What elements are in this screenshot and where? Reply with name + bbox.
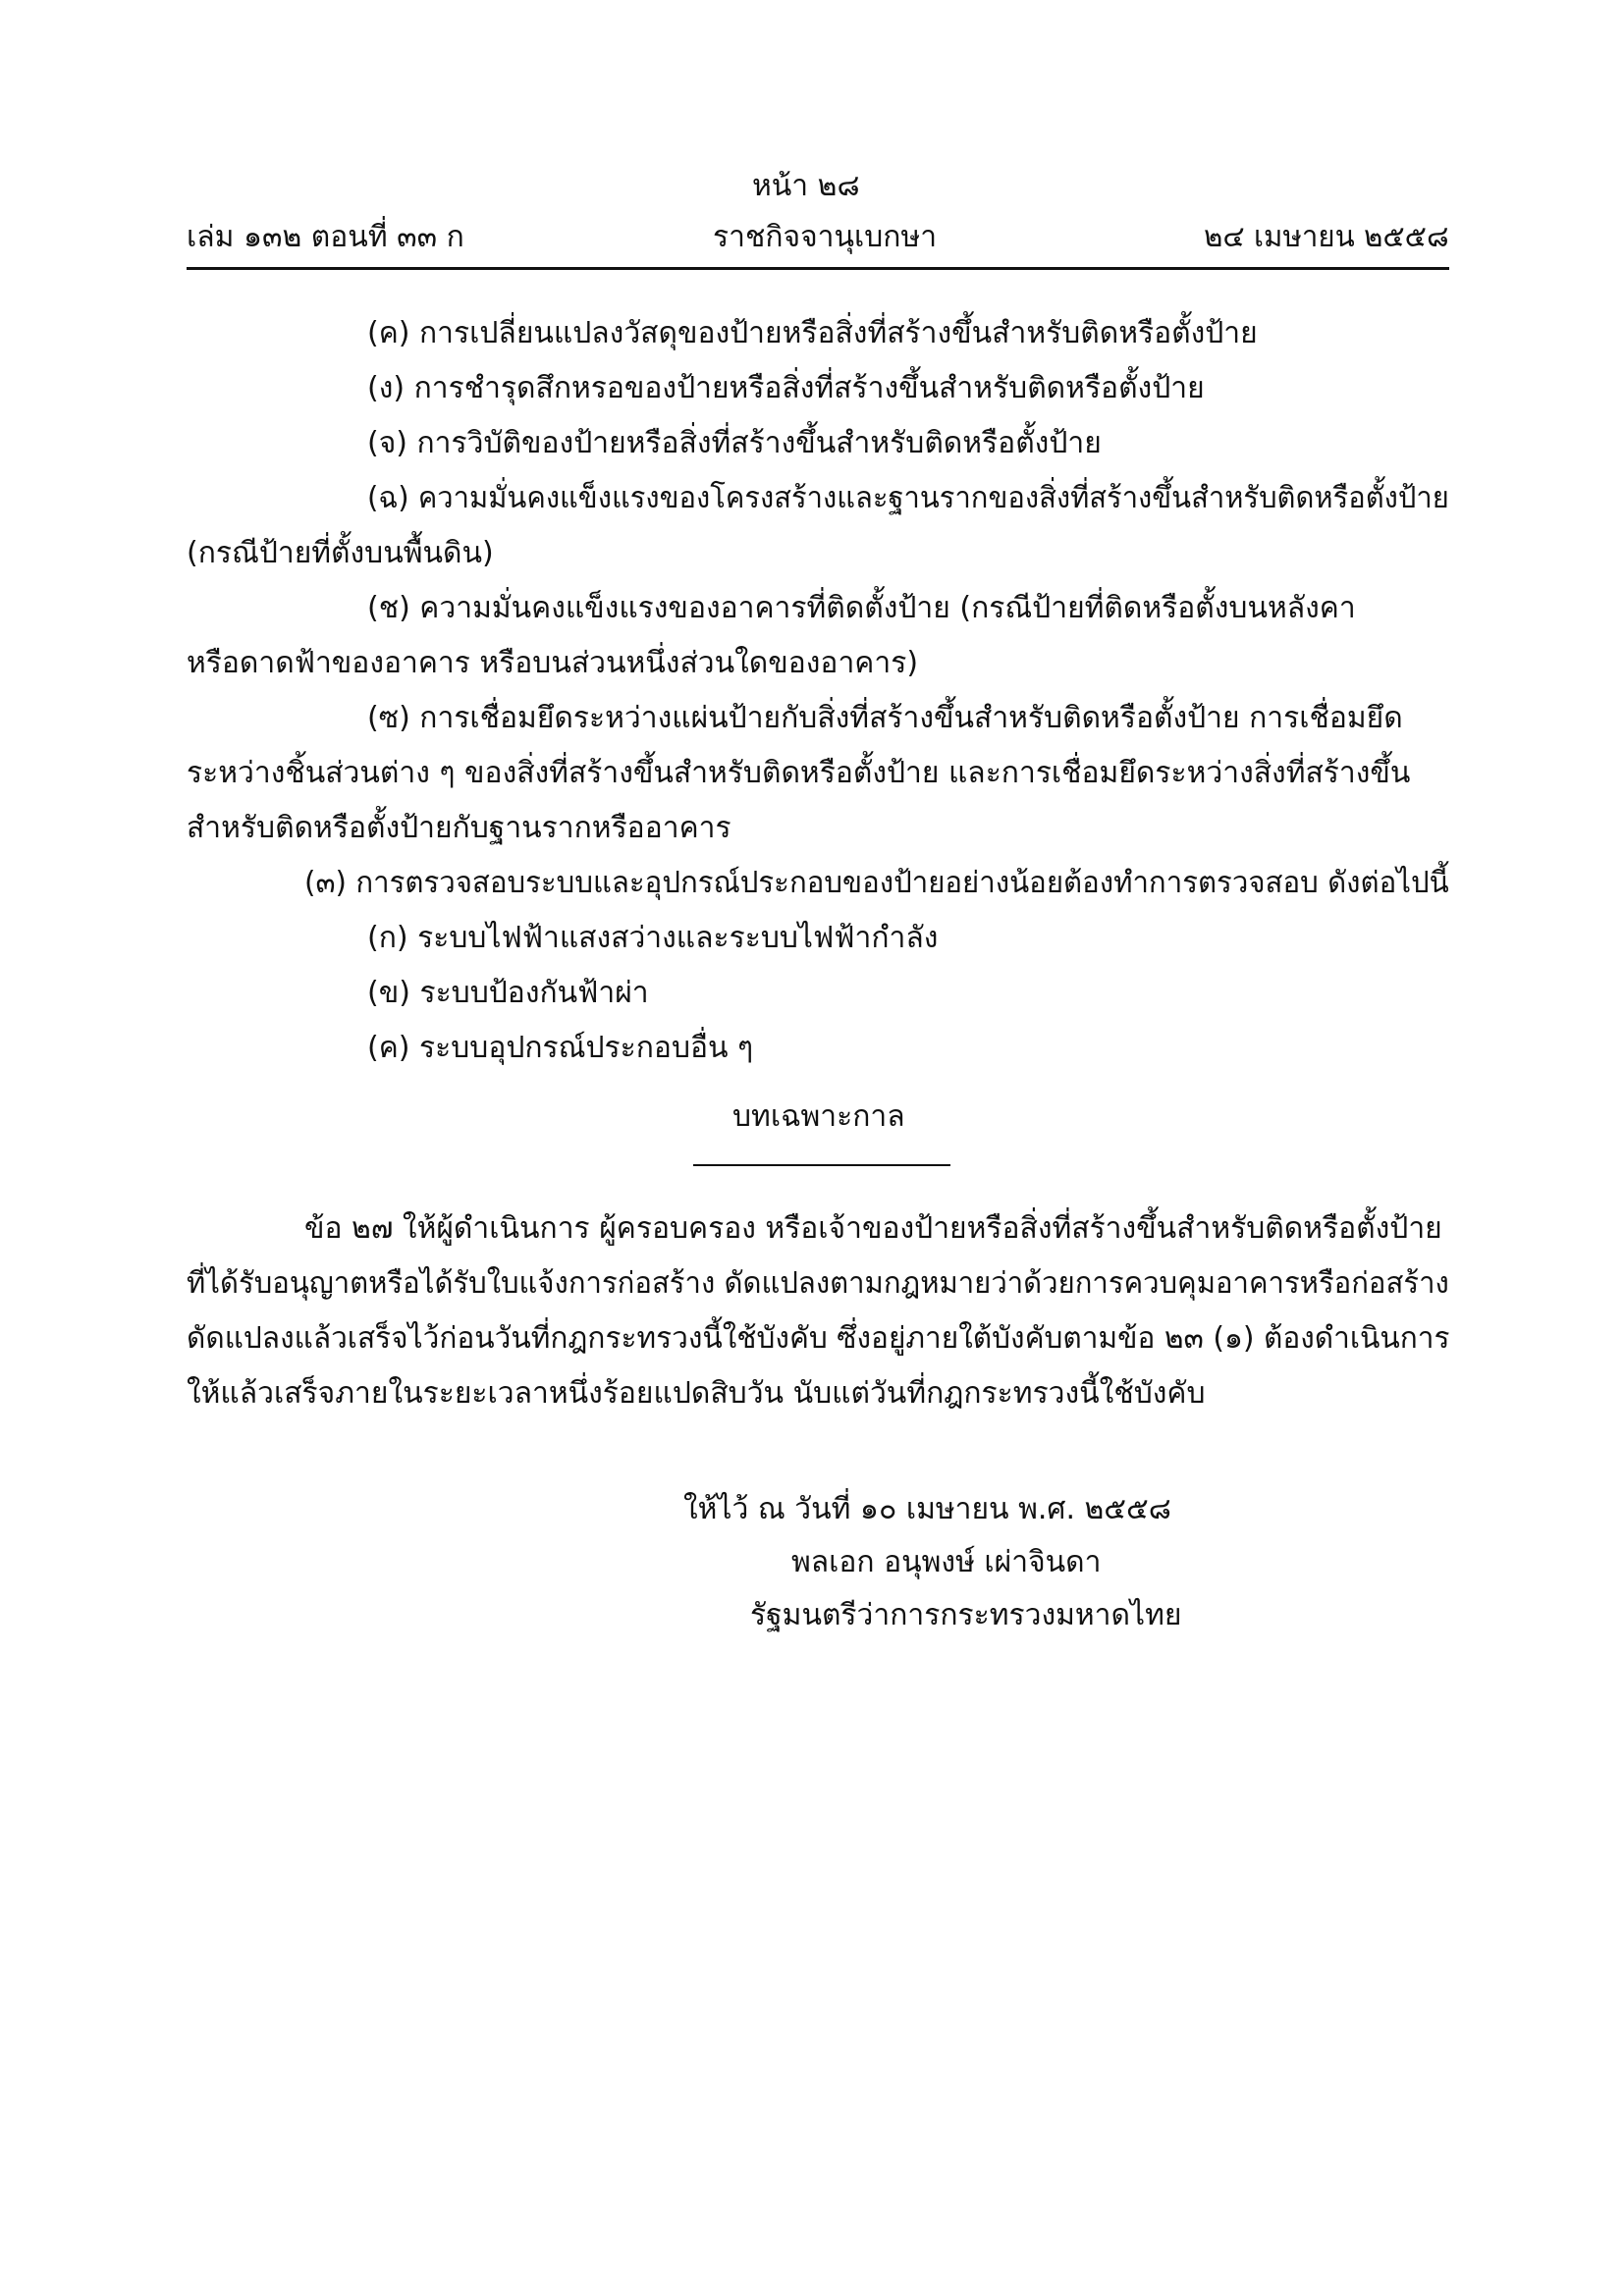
section-title: บทเฉพาะกาล (732, 1099, 905, 1134)
item-kho: (ค) การเปลี่ยนแปลงวัสดุของป้ายหรือสิ่งที่สร้างขึ้นสำหรับติดหรือตั้งป้าย (367, 316, 1258, 350)
item-3-kho: (ข) ระบบป้องกันฟ้าผ่า (367, 976, 649, 1010)
item-ngo: (ง) การชำรุดสึกหรอของป้ายหรือสิ่งที่สร้างขึ้นสำหรับติดหรือตั้งป้าย (367, 371, 1205, 405)
item-so-line2: ระหว่างชิ้นส่วนต่าง ๆ ของสิ่งที่สร้างขึ้นสำหรับติดหรือตั้งป้าย และการเชื่อมยึดระหว่างสิ่งที่สร้างขึ้น (187, 756, 1411, 790)
item-cho-chang-line2: หรือดาดฟ้าของอาคาร หรือบนส่วนหนึ่งส่วนใดของอาคาร) (187, 646, 919, 680)
item-cho-chan: (จ) การวิบัติของป้ายหรือสิ่งที่สร้างขึ้นสำหรับติดหรือตั้งป้าย (367, 426, 1102, 460)
publication-title: ราชกิจจานุเบกษา (713, 220, 938, 254)
item-chho-line1: (ฉ) ความมั่นคงแข็งแรงของโครงสร้างและฐานรากของสิ่งที่สร้างขึ้นสำหรับติดหรือตั้งป้าย (367, 481, 1449, 515)
item-cho-chang-line1: (ช) ความมั่นคงแข็งแรงของอาคารที่ติดตั้งป้าย (กรณีป้ายที่ติดหรือตั้งบนหลังคา (367, 591, 1356, 625)
publication-date: ๒๔ เมษายน ๒๕๕๘ (1204, 220, 1449, 254)
item-3: (๓) การตรวจสอบระบบและอุปกรณ์ประกอบของป้ายอย่างน้อยต้องทำการตรวจสอบ ดังต่อไปนี้ (304, 866, 1449, 900)
item-3-ko: (ก) ระบบไฟฟ้าแสงสว่างและระบบไฟฟ้ากำลัง (367, 921, 939, 955)
clause-27-line3: ดัดแปลงแล้วเสร็จไว้ก่อนวันที่กฎกระทรวงนี้ใช้บังคับ ซึ่งอยู่ภายใต้บังคับตามข้อ ๒๓ (๑) ต้องดำเนินการ (187, 1321, 1450, 1356)
section-title-underline (693, 1164, 950, 1166)
signatory-name: พลเอก อนุพงษ์ เผ่าจินดา (791, 1545, 1102, 1579)
item-chho-line2: (กรณีป้ายที่ตั้งบนพื้นดิน) (187, 536, 494, 570)
clause-27-line2: ที่ได้รับอนุญาตหรือได้รับใบแจ้งการก่อสร้าง ดัดแปลงตามกฎหมายว่าด้วยการควบคุมอาคารหรือก่อสร้าง (187, 1266, 1449, 1301)
clause-27-line1: ข้อ ๒๗ ให้ผู้ดำเนินการ ผู้ครอบครอง หรือเจ้าของป้ายหรือสิ่งที่สร้างขึ้นสำหรับติดหรือตั้งป้าย (304, 1211, 1442, 1246)
page-number: หน้า ๒๘ (752, 169, 860, 203)
clause-27-line4: ให้แล้วเสร็จภายในระยะเวลาหนึ่งร้อยแปดสิบวัน นับแต่วันที่กฎกระทรวงนี้ใช้บังคับ (187, 1376, 1206, 1411)
volume-issue: เล่ม ๑๓๒ ตอนที่ ๓๓ ก (187, 220, 464, 254)
item-so-line3: สำหรับติดหรือตั้งป้ายกับฐานรากหรืออาคาร (187, 811, 731, 845)
item-so-line1: (ซ) การเชื่อมยึดระหว่างแผ่นป้ายกับสิ่งที่สร้างขึ้นสำหรับติดหรือตั้งป้าย การเชื่อมยึด (367, 701, 1403, 735)
signatory-position: รัฐมนตรีว่าการกระทรวงมหาดไทย (750, 1598, 1182, 1632)
given-date: ให้ไว้ ณ วันที่ ๑๐ เมษายน พ.ศ. ๒๕๕๘ (683, 1492, 1171, 1526)
item-3-kho-khwai: (ค) ระบบอุปกรณ์ประกอบอื่น ๆ (367, 1031, 754, 1065)
header-divider (187, 267, 1449, 270)
